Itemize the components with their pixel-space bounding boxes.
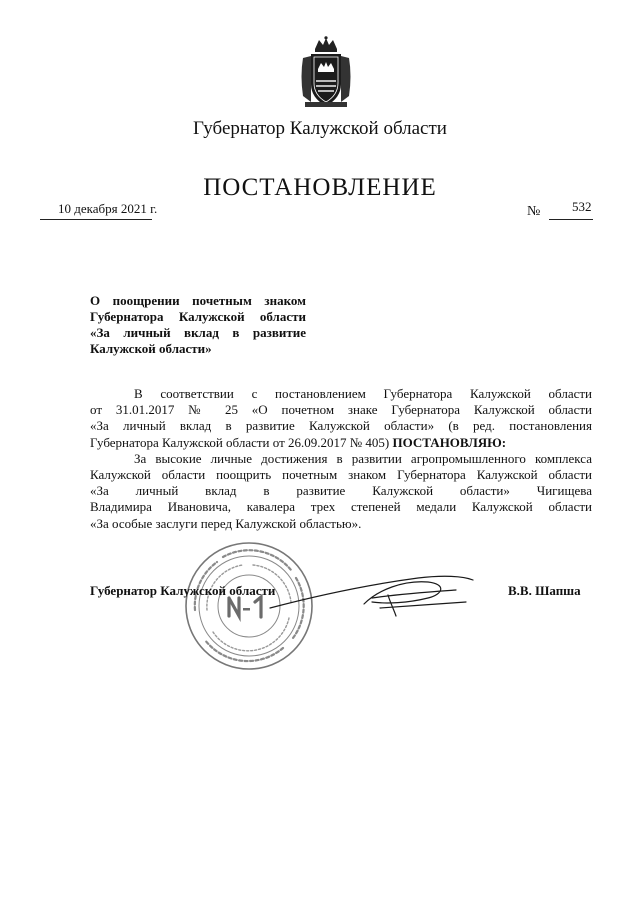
subject-line: «За личный вклад в развитие [90, 325, 306, 340]
signatory-name: В.В. Шапша [508, 583, 581, 598]
number-underline [549, 219, 593, 220]
document-body [90, 386, 592, 532]
subject-line: Калужской области» [90, 341, 212, 356]
body-line: «За личный вклад в развитие Калужской области» Чигищева [90, 483, 592, 499]
body-line: «За личный вклад в развитие Калужской области» (в ред. постановления [90, 418, 592, 434]
body-line: «За особые заслуги перед Калужской областью». [90, 515, 362, 531]
subject-line: О поощрении почетным знаком [90, 293, 306, 308]
body-line: Владимира Ивановича, кавалера трех степеней медали Калужской области [90, 499, 592, 515]
coat-of-arms-icon [297, 36, 355, 110]
body-line [90, 435, 592, 451]
body-text: Губернатора Калужской области от 26.09.2017 № 405) [90, 434, 390, 450]
document-subject [90, 293, 306, 357]
handwritten-signature-icon [268, 568, 483, 624]
subject-line: Губернатора Калужской области [90, 309, 306, 324]
document-date: 10 декабря 2021 г. [58, 201, 158, 216]
document-number: 532 [572, 199, 592, 214]
document-type-title: ПОСТАНОВЛЕНИЕ [203, 174, 437, 201]
date-underline [40, 219, 152, 220]
resolution-keyword: ПОСТАНОВЛЯЮ: [392, 434, 507, 450]
body-line: За высокие личные достижения в развитии агропромышленного комплекса [134, 450, 592, 466]
body-line: от 31.01.2017 № 25 «О почетном знаке Губернатора Калужской области [90, 402, 592, 418]
body-line: Калужской области поощрить почетным знаком Губернатора Калужской области [90, 467, 592, 483]
issuing-authority: Губернатор Калужской области [193, 118, 447, 139]
number-label: № [527, 204, 541, 219]
body-line: В соответствии с постановлением Губернатора Калужской области [134, 386, 592, 401]
signatory-position: Губернатор Калужской области [90, 583, 276, 598]
